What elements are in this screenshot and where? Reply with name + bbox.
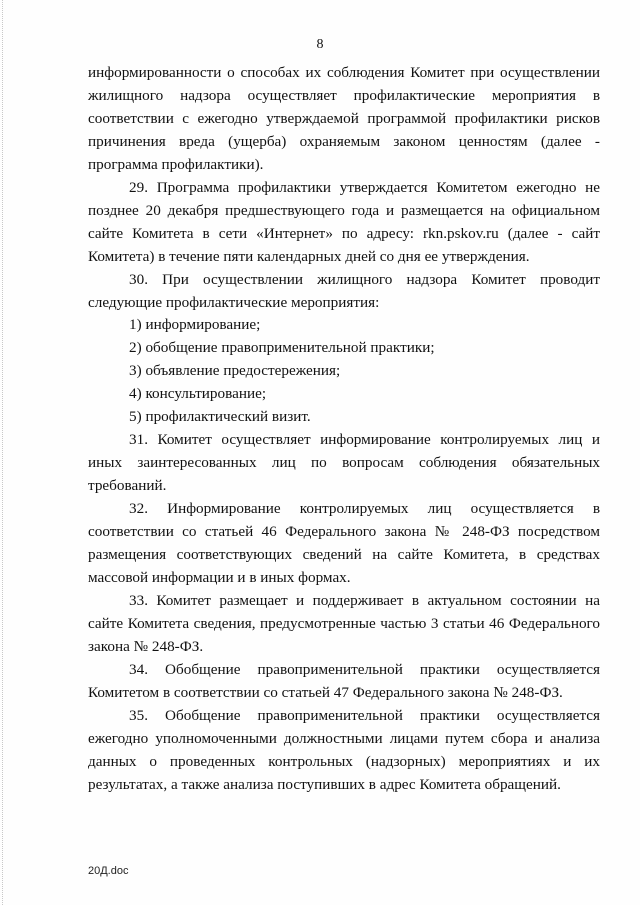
paragraph-32: 32. Информирование контролируемых лиц осуществляется в соответствии со статьей 46 Федерального закона № 248-ФЗ посредством размещения соответствующих сведений на сайте Комитета, в средствах массовой информации и в иных формах. bbox=[88, 500, 600, 586]
paragraph-30: 30. При осуществлении жилищного надзора Комитет проводит следующие профилактические мероприятия: bbox=[88, 270, 600, 311]
list-item: 5) профилактический визит. bbox=[129, 408, 311, 426]
paragraph-29: 29. Программа профилактики утверждается Комитетом ежегодно не позднее 20 декабря предшествующего года и размещается на официальном сайте Комитета в сети «Интернет» по адресу: rkn.pskov.ru (далее - сайт Комитета) в течение пяти календарных дней со дня ее утверждения. bbox=[88, 178, 600, 265]
paragraph-continuation: информированности о способах их соблюдения Комитет при осуществлении жилищного надзора осуществляет профилактические мероприятия в соответствии с ежегодно утверждаемой программой профилактики рисков причинения вреда (ущерба) охраняемым законом ценностям (далее - программа профилактики). bbox=[88, 64, 600, 173]
document-body bbox=[88, 62, 600, 797]
list-item: 4) консультирование; bbox=[129, 385, 267, 403]
paragraph-31: 31. Комитет осуществляет информирование контролируемых лиц и иных заинтересованных лиц по вопросам соблюдения обязательных требований. bbox=[88, 431, 600, 495]
paragraph-34: 34. Обобщение правоприменительной практики осуществляется Комитетом в соответствии со статьей 47 Федерального закона № 248-ФЗ. bbox=[88, 660, 600, 701]
list-item: 1) информирование; bbox=[129, 316, 261, 334]
paragraph-33: 33. Комитет размещает и поддерживает в актуальном состоянии на сайте Комитета сведения, предусмотренные частью 3 статьи 46 Федерального закона № 248-ФЗ. bbox=[88, 591, 600, 655]
page-number: 8 bbox=[316, 37, 324, 52]
list-item: 2) обобщение правоприменительной практики; bbox=[129, 339, 435, 357]
scan-edge bbox=[2, 0, 4, 905]
paragraph-35: 35. Обобщение правоприменительной практики осуществляется ежегодно уполномоченными должностными лицами путем сбора и анализа данных о проведенных контрольных (надзорных) мероприятиях и их результатах, а также анализа поступивших в адрес Комитета обращений. bbox=[88, 706, 600, 793]
file-name-footer: 20Д.doc bbox=[88, 865, 129, 877]
list-item: 3) объявление предостережения; bbox=[129, 362, 341, 380]
